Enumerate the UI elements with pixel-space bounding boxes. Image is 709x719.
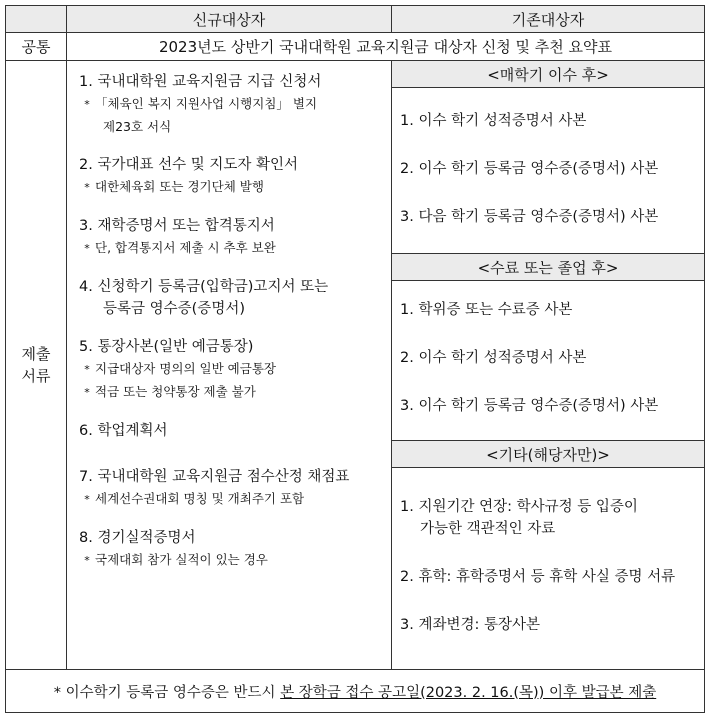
new-item-title: 6. 학업계획서: [79, 423, 168, 439]
new-item-4: [79, 276, 383, 320]
footer-note: [6, 670, 705, 713]
new-item-6: [79, 420, 383, 442]
new-item-2: [79, 154, 383, 199]
new-item-note: * 국제대회 참가 실적이 있는 경우: [84, 552, 268, 567]
existing-item-cont: 가능한 객관적인 자료: [420, 521, 556, 537]
existing-group-title: <기타(해당자만)>: [392, 441, 704, 468]
docs-label: [6, 61, 67, 670]
existing-item: 1. 지원기간 연장: 학사규정 등 입증이: [400, 499, 638, 515]
existing-item: 1. 학위증 또는 수료증 사본: [400, 302, 573, 318]
existing-item: 2. 이수 학기 성적증명서 사본: [400, 350, 587, 366]
common-label: 공통: [6, 33, 67, 61]
new-item-note: 제23호 서식: [103, 119, 172, 134]
existing-group-title: <수료 또는 졸업 후>: [392, 254, 704, 281]
existing-item: 3. 이수 학기 등록금 영수증(증명서) 사본: [400, 398, 659, 414]
new-item-note: * 세계선수권대회 명칭 및 개최주기 포함: [84, 491, 305, 506]
new-item-title: 5. 통장사본(일반 예금통장): [79, 339, 254, 355]
existing-item: 2. 이수 학기 등록금 영수증(증명서) 사본: [400, 161, 659, 177]
docs-row: [6, 61, 705, 670]
existing-item: 1. 이수 학기 성적증명서 사본: [400, 113, 587, 129]
new-item-1: [79, 71, 383, 138]
docs-label-line2: 서류: [21, 367, 51, 385]
existing-group-1: [392, 61, 704, 254]
docs-label-line1: 제출: [21, 345, 51, 363]
existing-item: 3. 계좌변경: 통장사본: [400, 617, 540, 633]
header-blank: [6, 6, 67, 33]
new-item-title: 8. 경기실적증명서: [79, 530, 196, 546]
new-item-title: 1. 국내대학원 교육지원금 지급 신청서: [79, 74, 322, 90]
common-value: 2023년도 상반기 국내대학원 교육지원금 대상자 신청 및 추천 요약표: [67, 33, 705, 61]
header-new: 신규대상자: [67, 6, 392, 33]
header-existing: 기존대상자: [392, 6, 705, 33]
new-items-cell: [67, 61, 392, 670]
common-row: [6, 33, 705, 61]
new-item-title: 4. 신청학기 등록금(입학금)고지서 또는: [79, 279, 329, 295]
new-item-title: 3. 재학증명서 또는 합격통지서: [79, 218, 275, 234]
new-item-note: * 대한체육회 또는 경기단체 발행: [84, 179, 264, 194]
footer-prefix: * 이수학기 등록금 영수증은 반드시: [53, 684, 281, 701]
new-item-title: 2. 국가대표 선수 및 지도자 확인서: [79, 157, 298, 173]
new-item-note: * 「체육인 복지 지원사업 시행지침」 별지: [84, 96, 318, 111]
existing-item: 3. 다음 학기 등록금 영수증(증명서) 사본: [400, 209, 659, 225]
new-item-5: [79, 336, 383, 404]
existing-item: 2. 휴학: 휴학증명서 등 휴학 사실 증명 서류: [400, 569, 676, 585]
existing-items-cell: [392, 61, 705, 670]
new-item-title-cont: 등록금 영수증(증명서): [103, 301, 245, 317]
new-item-7: [79, 466, 383, 511]
footer-row: [6, 670, 705, 713]
new-item-note: * 적금 또는 청약통장 제출 불가: [84, 384, 256, 399]
new-item-3: [79, 215, 383, 260]
footer-underlined: 본 장학금 접수 공고일(2023. 2. 16.(목)) 이후 발급본 제출: [280, 684, 657, 701]
header-row: [6, 6, 705, 33]
new-item-note: * 지급대상자 명의의 일반 예금통장: [84, 361, 276, 376]
new-item-title: 7. 국내대학원 교육지원금 점수산정 채점표: [79, 469, 350, 485]
new-item-8: [79, 527, 383, 572]
existing-group-2: [392, 254, 704, 441]
existing-group-3: [392, 441, 704, 636]
existing-group-title: <매학기 이수 후>: [392, 61, 704, 88]
summary-table: [5, 5, 705, 713]
new-item-note: * 단, 합격통지서 제출 시 추후 보완: [84, 240, 276, 255]
